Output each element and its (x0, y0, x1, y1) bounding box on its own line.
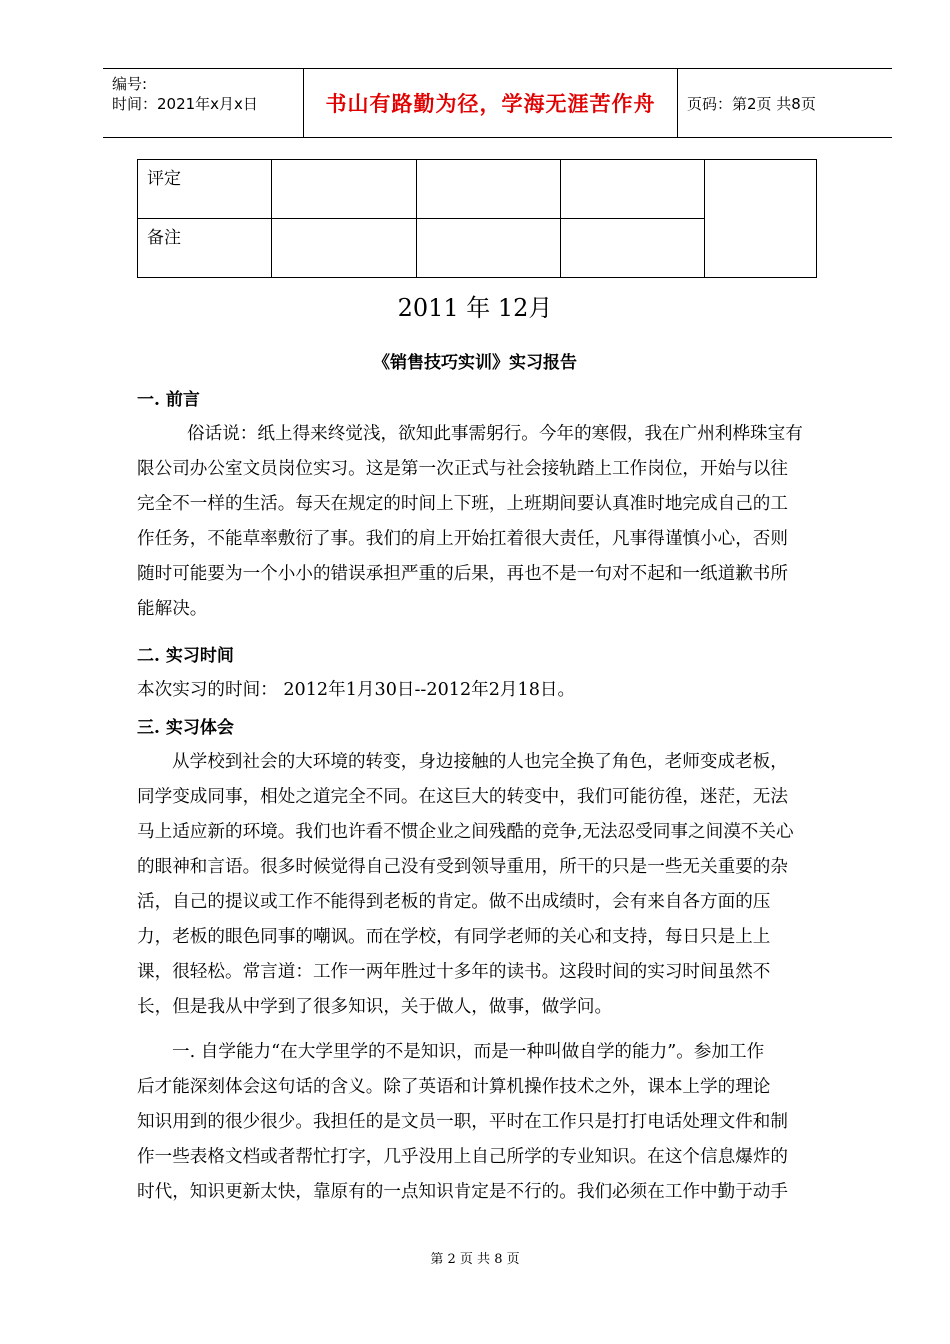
table-col-divider (416, 159, 417, 278)
table-border-top (137, 159, 817, 160)
paragraph-line: 完全不一样的生活。每天在规定的时间上下班，上班期间要认真准时地完成自己的工 (137, 494, 788, 514)
section-heading-time: 二. 实习时间 (137, 646, 234, 666)
section-heading-experience: 三. 实习体会 (137, 718, 234, 738)
paragraph-line: 一. 自学能力“在大学里学的不是知识，而是一种叫做自学的能力”。参加工作 (172, 1042, 765, 1062)
paragraph-line: 马上适应新的环境。我们也许看不惯企业之间残酷的竞争,无法忍受同事之间漠不关心 (137, 822, 794, 842)
year-heading: 2011 年 12月 (397, 294, 553, 322)
paragraph-line: 长，但是我从中学到了很多知识，关于做人，做事，做学问。 (137, 997, 613, 1017)
header-motto-cell (303, 69, 678, 137)
table-col-divider (137, 159, 138, 278)
table-col-divider (271, 159, 272, 278)
table-border-bottom (137, 277, 817, 278)
paragraph-line: 作一些表格文档或者帮忙打字，几乎没用上自己所学的专业知识。在这个信息爆炸的 (137, 1147, 788, 1167)
paragraph-line: 知识用到的很少很少。我担任的是文员一职，平时在工作只是打打电话处理文件和制 (137, 1112, 788, 1132)
row-label-rating: 评定 (147, 169, 181, 189)
paragraph-line: 随时可能要为一个小小的错误承担严重的后果，再也不是一句对不起和一纸道歉书所 (137, 564, 788, 584)
paragraph-line: 后才能深刻体会这句话的含义。除了英语和计算机操作技术之外，课本上学的理论 (137, 1077, 771, 1097)
paragraph-line: 同学变成同事，相处之道完全不同。在这巨大的转变中，我们可能彷徨，迷茫，无法 (137, 787, 788, 807)
page-footer: 第 2 页 共 8 页 (430, 1252, 520, 1267)
paragraph-line: 限公司办公室文员岗位实习。这是第一次正式与社会接轨踏上工作岗位，开始与以往 (137, 459, 788, 479)
section-heading-preface: 一. 前言 (137, 390, 200, 410)
table-col-divider (816, 159, 817, 278)
date-label: 时间：2021年x月x日 (112, 95, 258, 113)
paragraph-line: 能解决。 (137, 599, 208, 619)
motto: 书山有路勤为径，学海无涯苦作舟 (325, 92, 656, 116)
paragraph-line: 的眼神和言语。很多时候觉得自己没有受到领导重用，所干的只是一些无关重要的杂 (137, 857, 788, 877)
paragraph-line: 时代，知识更新太快，靠原有的一点知识肯定是不行的。我们必须在工作中勤于动手 (137, 1182, 788, 1202)
row-label-remarks: 备注 (147, 228, 181, 248)
table-col-divider (704, 159, 705, 278)
table-col-divider (560, 159, 561, 278)
paragraph-line: 俗话说：纸上得来终觉浅，欲知此事需躬行。今年的寒假，我在广州利桦珠宝有 (187, 424, 803, 444)
table-row-divider (137, 218, 705, 219)
report-title: 《销售技巧实训》实习报告 (373, 353, 577, 373)
header-page-cell (678, 69, 892, 137)
header-meta (103, 69, 303, 137)
paragraph-line: 课，很轻松。常言道：工作一两年胜过十多年的读书。这段时间的实习时间虽然不 (137, 962, 771, 982)
page-header (103, 68, 892, 138)
page-code: 页码：第2页 共8页 (687, 94, 816, 113)
internship-time-line: 本次实习的时间： 2012年1月30日--2012年2月18日。 (137, 680, 576, 700)
number-label: 编号: (112, 75, 148, 93)
paragraph-line: 力，老板的眼色同事的嘲讽。而在学校，有同学老师的关心和支持，每日只是上上 (137, 927, 771, 947)
evaluation-table (137, 159, 817, 278)
paragraph-line: 从学校到社会的大环境的转变，身边接触的人也完全换了角色，老师变成老板， (172, 752, 788, 772)
paragraph-line: 作任务，不能草率敷衍了事。我们的肩上开始扛着很大责任，凡事得谨慎小心，否则 (137, 529, 788, 549)
paragraph-line: 活，自己的提议或工作不能得到老板的肯定。做不出成绩时，会有来自各方面的压 (137, 892, 771, 912)
